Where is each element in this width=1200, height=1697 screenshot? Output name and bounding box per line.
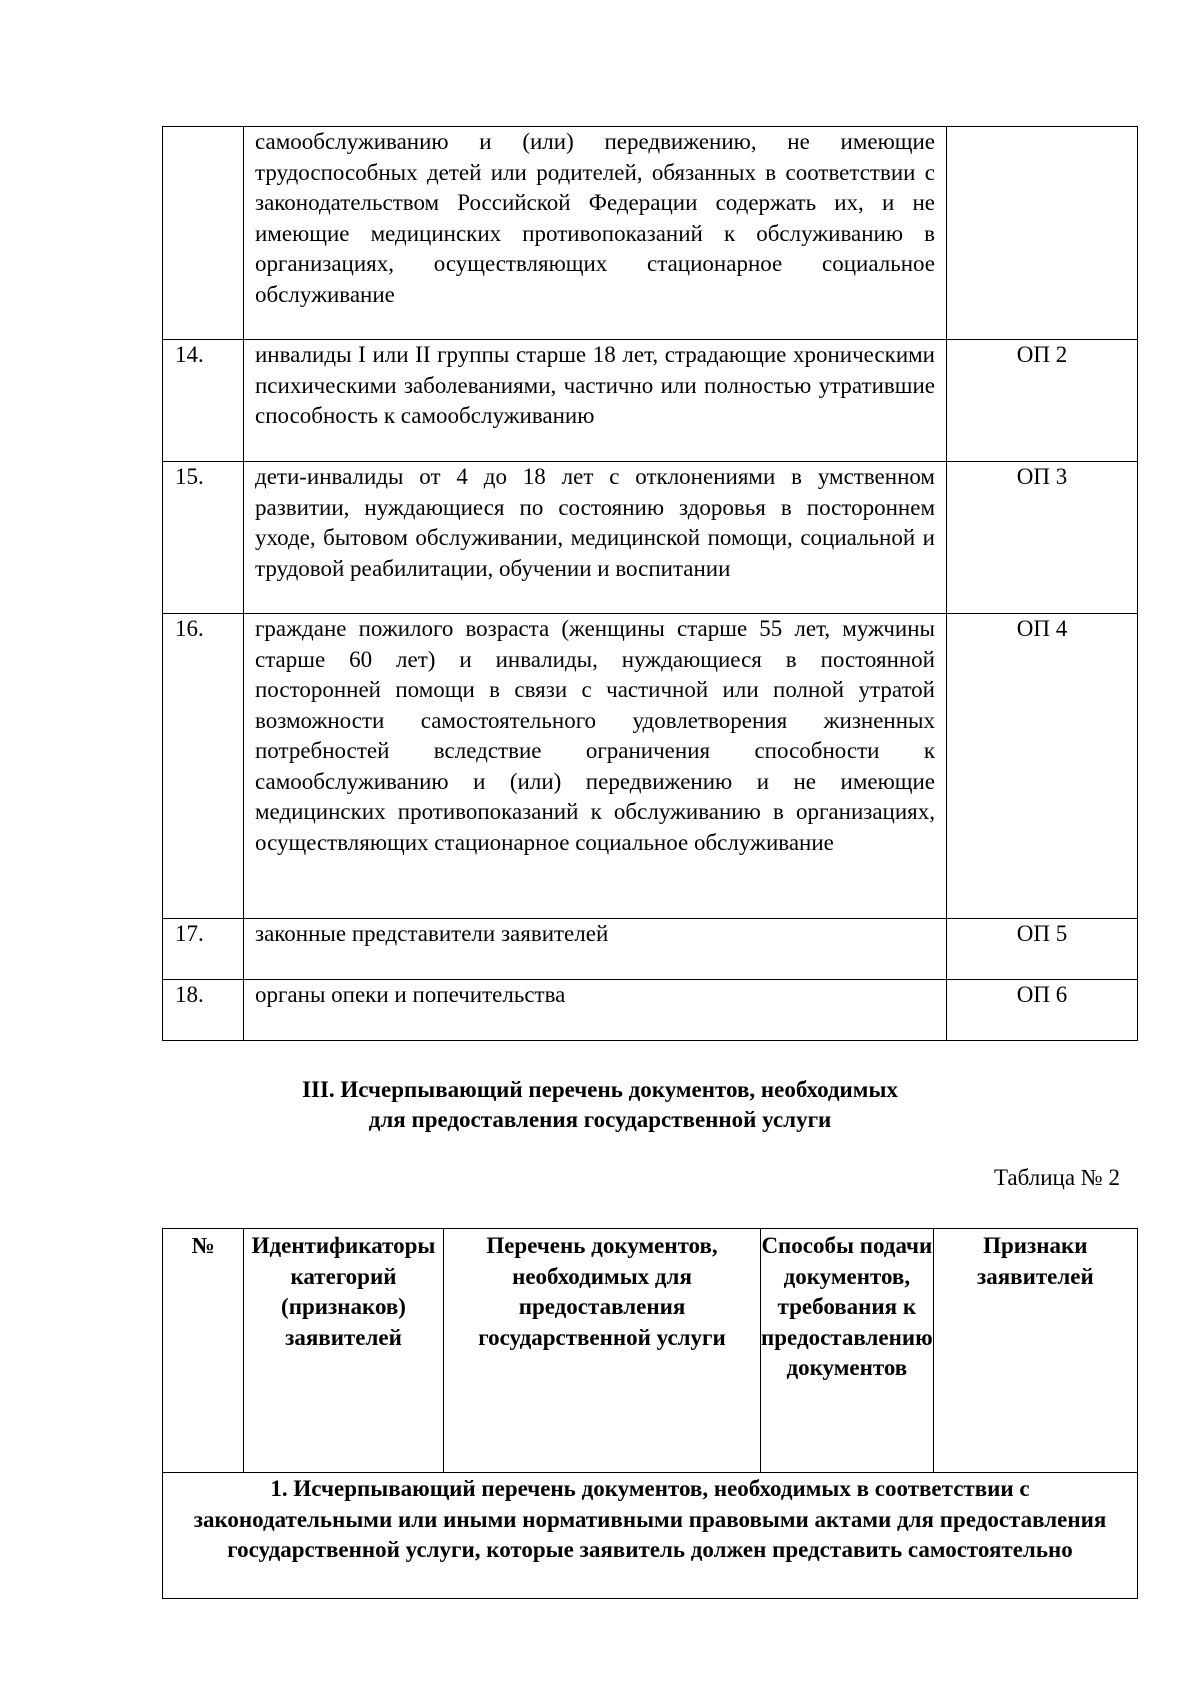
row-description: органы опеки и попечительства: [244, 980, 947, 1041]
row-number: [163, 127, 244, 340]
table-number-label: Таблица № 2: [993, 1165, 1120, 1190]
table-row: [163, 462, 1138, 614]
row-description: граждане пожилого возраста (женщины старше 55 лет, мужчины старше 60 лет) и инвалиды, нуждающиеся в постоянной посторонней помощи в связи с частичной или полной утратой возможности самостоятельного удовлетворения жизненных потребностей вследствие ограничения способности к самообслуживанию и (или) передвижению и не имеющие медицинских противопоказаний к обслуживанию в организациях, осуществляющих стационарное социальное обслуживание: [244, 614, 947, 919]
row-code: [947, 127, 1138, 340]
table-row: [163, 614, 1138, 919]
row-description: самообслуживанию и (или) передвижению, не имеющие трудоспособных детей или родителей, обязанных в соответствии с законодательством Российской Федерации содержать их, и не имеющие медицинских противопоказаний к обслуживанию в организациях, осуществляющих стационарное социальное обслуживание: [244, 127, 947, 340]
documents-table: [162, 1228, 1138, 1599]
row-number: 17.: [163, 919, 244, 980]
table-row: [163, 340, 1138, 462]
row-description: законные представители заявителей: [244, 919, 947, 980]
table-row: [163, 980, 1138, 1041]
row-description: дети-инвалиды от 4 до 18 лет с отклонениями в умственном развитии, нуждающиеся по состоянию здоровья в постороннем уходе, бытовом обслуживании, медицинской помощи, социальной и трудовой реабилитации, обучении и воспитании: [244, 462, 947, 614]
row-number: 16.: [163, 614, 244, 919]
row-number: 15.: [163, 462, 244, 614]
table-row: [163, 127, 1138, 340]
header-document-list: Перечень документов, необходимых для предоставления государственной услуги: [444, 1229, 761, 1473]
header-applicant-signs: Признаки заявителей: [933, 1229, 1137, 1473]
header-number: №: [163, 1229, 244, 1473]
section-heading-line-1: III. Исчерпывающий перечень документов, необходимых: [302, 1077, 898, 1102]
table-header-row: [163, 1229, 1138, 1473]
row-description: инвалиды I или II группы старше 18 лет, страдающие хроническими психическими заболеваниями, частично или полностью утратившие способность к самообслуживанию: [244, 340, 947, 462]
row-code: ОП 5: [947, 919, 1138, 980]
header-submission-methods: Способы подачи документов, требования к предоставлению документов: [761, 1229, 934, 1473]
row-code: ОП 3: [947, 462, 1138, 614]
row-number: 14.: [163, 340, 244, 462]
applicants-table: [162, 126, 1138, 1041]
header-category-ids: Идентификаторы категорий (признаков) заявителей: [244, 1229, 444, 1473]
row-code: ОП 6: [947, 980, 1138, 1041]
row-code: ОП 4: [947, 614, 1138, 919]
row-number: 18.: [163, 980, 244, 1041]
row-code: ОП 2: [947, 340, 1138, 462]
section-heading-line-2: для предоставления государственной услуги: [368, 1107, 832, 1132]
table-row: [163, 919, 1138, 980]
section-row: 1. Исчерпывающий перечень документов, необходимых в соответствии с законодательными или иными нормативными правовыми актами для предоставления государственной услуги, которые заявитель должен представить самостоятельно: [163, 1473, 1138, 1599]
table-row: [163, 1473, 1138, 1599]
